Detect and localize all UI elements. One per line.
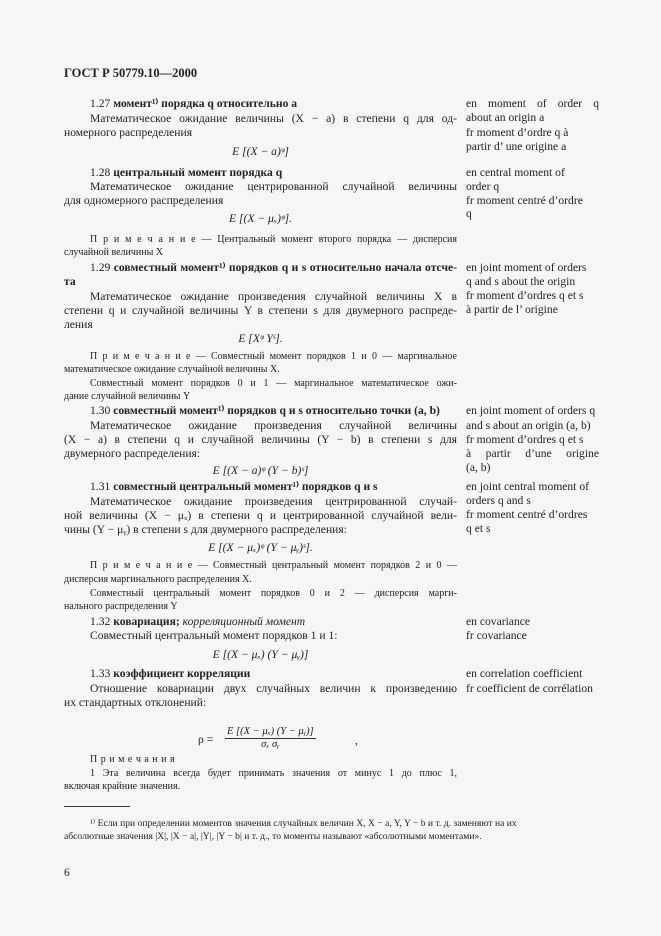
- footnote-line: ¹⁾ Если при определении моментов значения случайных величин X, X − a, Y, Y − b и т. д. заменяют на их: [90, 818, 517, 829]
- en-term: en joint central moment of: [466, 480, 589, 493]
- fr-term: fr moment centré d’ordres: [466, 508, 588, 521]
- definition-line: Математическое ожидание величины (X − a) в степени q для од-: [90, 112, 457, 125]
- fraction-numerator: E [(X − μₓ) (Y − μᵧ)]: [227, 726, 314, 737]
- formula: E [(X − a)ᵠ]: [232, 145, 289, 158]
- fr-term: fr coefficient de corrélation: [466, 682, 593, 695]
- term-heading-1-28: 1.28 центральный момент порядка q: [90, 166, 283, 179]
- fr-term: q et s: [466, 522, 491, 535]
- note-line: нального распределения Y: [64, 601, 178, 612]
- formula: E [Xᵠ Yˢ].: [238, 332, 283, 345]
- definition-line: их стандартных отклонений:: [64, 696, 207, 709]
- term-heading-1-31: 1.31 совместный центральный момент¹⁾ порядков q и s: [90, 480, 378, 493]
- note-line: дисперсия маргинального распределения X.: [64, 574, 252, 585]
- standard-header: ГОСТ Р 50779.10—2000: [64, 66, 198, 80]
- notes-title: П р и м е ч а н и я: [90, 754, 176, 765]
- term-heading-1-32: 1.32 ковариация; корреляционный момент: [90, 615, 306, 628]
- definition-line: (X − a) в степени q и случайной величины (Y − b) в степени s для: [64, 433, 457, 446]
- definition-line: для одномерного распределения: [64, 194, 224, 207]
- page-number: 6: [64, 867, 70, 879]
- en-term: en covariance: [466, 615, 531, 628]
- definition-line: Математическое ожидание произведения центрированной случай-: [90, 495, 457, 508]
- term-heading-1-29: 1.29 совместный момент¹⁾ порядков q и s относительно начала отсче-: [90, 261, 457, 274]
- formula-lhs: ρ =: [198, 733, 214, 746]
- formula: E [(X − μₓ) (Y − μᵧ)]: [212, 648, 309, 661]
- note-line: математическое ожидание случайной величины X.: [64, 364, 280, 375]
- fraction-denominator: σₓ σᵧ: [261, 739, 280, 750]
- term-heading-1-30: 1.30 совместный момент¹⁾ порядков q и s относительно точки (a, b): [90, 404, 440, 417]
- fr-term: à partir d’une origine: [466, 447, 599, 460]
- note-line: случайной величины X: [64, 247, 164, 258]
- definition-line: ной величины (X − μₓ) в степени q и центрированной случайной вели-: [64, 509, 457, 522]
- definition-line: Математическое ожидание центрированной случайной величины: [90, 180, 457, 193]
- note-line: П р и м е ч а н и е — Совместный центральный момент порядков 2 и 0 —: [90, 560, 457, 571]
- en-term: about an origin a: [466, 111, 545, 124]
- note-line: П р и м е ч а н и е — Совместный момент порядков 1 и 0 — маргинальное: [90, 351, 457, 362]
- fr-term: fr moment d’ordre q à: [466, 126, 569, 139]
- definition-line: Совместный центральный момент порядков 1 и 1:: [90, 629, 338, 642]
- en-term: orders q and s: [466, 494, 531, 507]
- term-heading-1-33: 1.33 коэффициент корреляции: [90, 667, 251, 680]
- formula: E [(X − μₓ)ᵠ].: [229, 212, 292, 225]
- fr-term: q: [466, 207, 472, 220]
- note-line: Совместный момент порядков 0 и 1 — маргинальное математическое ожи-: [90, 378, 457, 389]
- en-term: order q: [466, 180, 500, 193]
- definition-line: Отношение ковариации двух случайных величин к произведению: [90, 682, 457, 695]
- correlation-fraction: [225, 726, 316, 750]
- en-term: en correlation coefficient: [466, 667, 583, 680]
- definition-line: ления: [64, 318, 93, 331]
- term-heading-1-27: 1.27 момент¹⁾ порядка q относительно a: [90, 97, 298, 110]
- en-term: en central moment of: [466, 166, 565, 179]
- definition-line: степени q и случайной величины Y в степени s для двумерного распреде-: [64, 304, 457, 317]
- fr-term: partir d’ une origine a: [466, 140, 567, 153]
- formula-end: ,: [355, 734, 358, 747]
- definition-line: чины (Y − μᵧ) в степени s для двумерного распределения:: [64, 523, 347, 536]
- note-line: дание случайной величины Y: [64, 391, 191, 402]
- fr-term: (a, b): [466, 461, 491, 474]
- en-term: en joint moment of orders: [466, 261, 587, 274]
- note-line: 1 Эта величина всегда будет принимать значения от минус 1 до плюс 1,: [90, 768, 457, 779]
- fr-term: fr moment d’ordres q et s: [466, 289, 584, 302]
- definition-line: двумерного распределения:: [64, 447, 201, 460]
- fr-term: fr moment centré d’ordre: [466, 194, 583, 207]
- en-term: en moment of order q: [466, 97, 599, 110]
- note-line: Совместный центральный момент порядков 0 и 2 — дисперсия марги-: [90, 588, 457, 599]
- en-term: and s about an origin (a, b): [466, 419, 591, 432]
- formula: E [(X − μₓ)ᵠ (Y − μᵧ)ˢ].: [208, 541, 313, 554]
- footnote-divider: [64, 806, 130, 807]
- en-term: q and s about the origin: [466, 275, 576, 288]
- footnote-line: абсолютные значения |X|, |X − a|, |Y|, |Y − b| и т. д., то моменты называют «абсолютными моментами».: [64, 831, 482, 842]
- fr-term: fr covariance: [466, 629, 527, 642]
- term-heading-cont: та: [64, 275, 76, 288]
- note-line: П р и м е ч а н и е — Центральный момент второго порядка — дисперсия: [90, 234, 457, 245]
- formula: E [(X − a)ᵠ (Y − b)ˢ]: [212, 464, 309, 477]
- fr-term: à partir de l’ origine: [466, 303, 558, 316]
- note-line: включая крайние значения.: [64, 781, 181, 792]
- fr-term: fr moment d’ordres q et s: [466, 433, 584, 446]
- definition-line: номерного распределения: [64, 126, 193, 139]
- en-term: en joint moment of orders q: [466, 404, 596, 417]
- definition-line: Математическое ожидание произведения случайной величины: [90, 419, 457, 432]
- definition-line: Математическое ожидание произведения случайной величины X в: [90, 290, 457, 303]
